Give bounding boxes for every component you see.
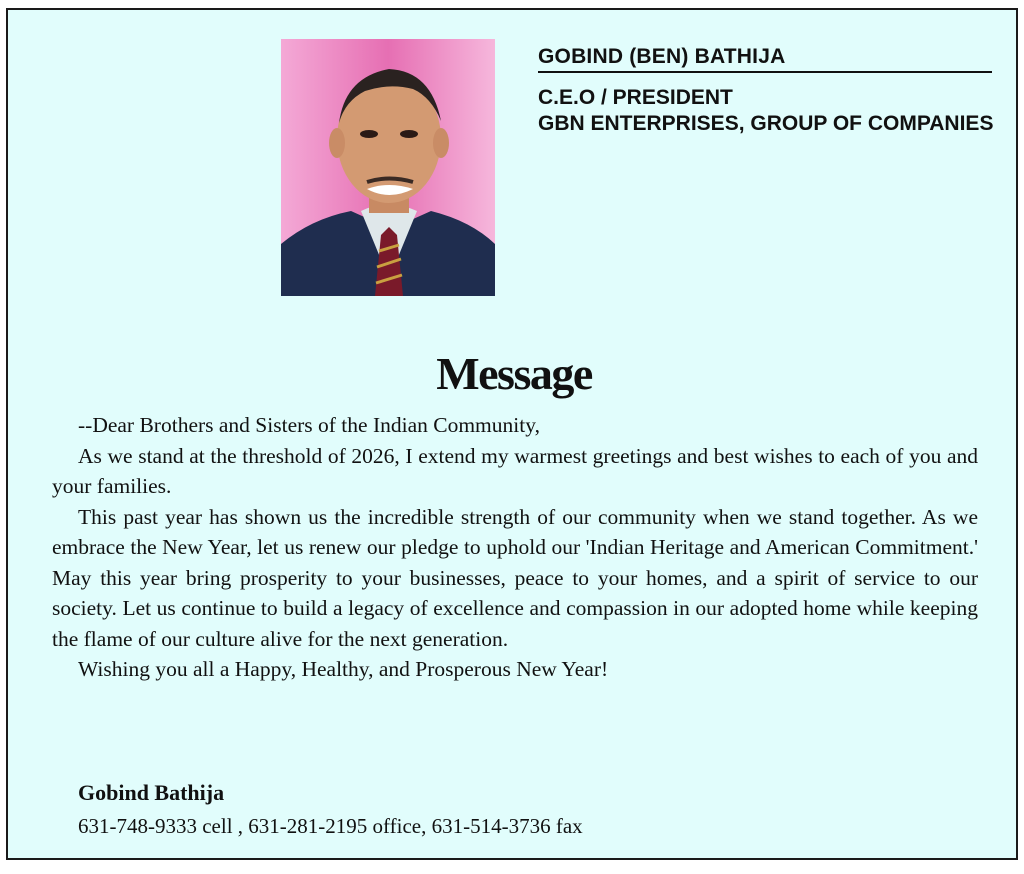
profile-name-heading: GOBIND (BEN) BATHIJA — [538, 44, 992, 73]
salutation: --Dear Brothers and Sisters of the Indian Community, — [78, 413, 540, 437]
message-body — [52, 410, 978, 685]
message-card — [6, 8, 1018, 860]
paragraph-1: As we stand at the threshold of 2026, I extend my warmest greetings and best wishes to each of you and your families. — [52, 443, 978, 498]
portrait-photo — [281, 39, 495, 296]
closing-line: Wishing you all a Happy, Healthy, and Prosperous New Year! — [78, 657, 609, 681]
profile-title: C.E.O / PRESIDENT — [538, 86, 733, 109]
contact-line: 631-748-9333 cell , 631-281-2195 office, 631-514-3736 fax — [78, 814, 583, 838]
signature-name: Gobind Bathija — [78, 780, 225, 805]
profile-company: GBN ENTERPRISES, GROUP OF COMPANIES — [538, 112, 994, 135]
paragraph-2: This past year has shown us the incredible strength of our community when we stand together. As we embrace the New Year, let us renew our pledge to uphold our 'Indian Heritage and American Commitment.' May this year bring prosperity to your businesses, peace to your homes, and a spirit of service to our society. Let us continue to build a legacy of excellence and compassion in our adopted home while keeping the flame of our culture alive for the next generation. — [52, 504, 978, 651]
message-heading: Message — [436, 348, 592, 399]
